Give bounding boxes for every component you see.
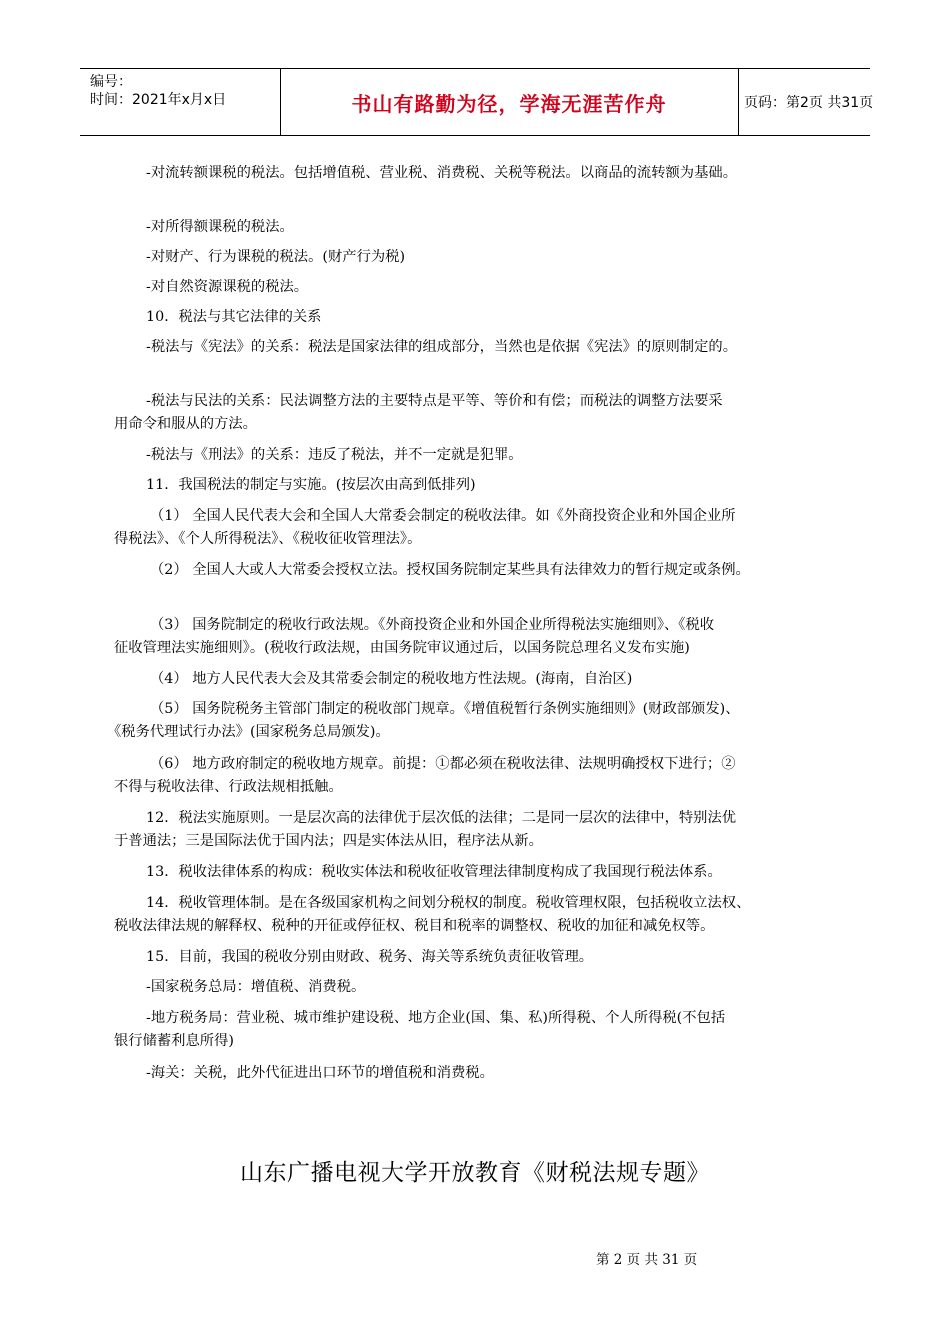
document-number-label: 编号： (90, 74, 132, 90)
list-item: （4） 地方人民代表大会及其常委会制定的税收地方性法规。(海南，自治区) (150, 671, 633, 687)
paragraph: -对自然资源课税的税法。 (146, 279, 309, 295)
paragraph: -海关：关税，此外代征进出口环节的增值税和消费税。 (146, 1065, 494, 1081)
document-date: 时间：2021年x月x日 (90, 92, 227, 108)
paragraph: -地方税务局：营业税、城市维护建设税、地方企业(国、集、私)所得税、个人所得税(不包括 (146, 1010, 726, 1026)
paragraph: -对财产、行为课税的税法。(财产行为税) (146, 249, 406, 265)
paragraph: -对流转额课税的税法。包括增值税、营业税、消费税、关税等税法。以商品的流转额为基础。 (146, 165, 737, 181)
list-item: （5） 国务院税务主管部门制定的税收部门规章。《增值税暂行条例实施细则》(财政部颁发)、 (150, 701, 740, 717)
paragraph: -对所得额课税的税法。 (146, 219, 294, 235)
header-table (80, 68, 874, 136)
paragraph: -国家税务总局：增值税、消费税。 (146, 979, 366, 995)
header-motto: 书山有路勤为径，学海无涯苦作舟 (351, 91, 667, 116)
paragraph-continuation: 用命令和服从的方法。 (114, 416, 257, 432)
section-heading: 10．税法与其它法律的关系 (146, 309, 322, 325)
list-item-continuation: 得税法》、《个人所得税法》、《税收征收管理法》。 (114, 531, 422, 547)
header-left-cell (80, 69, 281, 135)
paragraph: 12．税法实施原则。一是层次高的法律优于层次低的法律；二是同一层次的法律中，特别法优 (146, 810, 737, 826)
paragraph: -税法与《宪法》的关系：税法是国家法律的组成部分，当然也是依据《宪法》的原则制定的。 (146, 339, 737, 355)
list-item-continuation: 《税务代理试行办法》(国家税务总局颁发)。 (107, 724, 390, 740)
paragraph-continuation: 税收法律法规的解释权、税种的开征或停征权、税目和税率的调整权、税收的加征和减免权等。 (114, 918, 715, 934)
section-heading: 11．我国税法的制定与实施。(按层次由高到低排列) (146, 477, 476, 493)
header-page-info: 页码：第2页 共31页 (744, 95, 874, 111)
list-item: （3） 国务院制定的税收行政法规。《外商投资企业和外国企业所得税法实施细则》、《税收 (150, 617, 715, 633)
paragraph: -税法与民法的关系：民法调整方法的主要特点是平等、等价和有偿；而税法的调整方法要采 (146, 393, 723, 409)
paragraph: 13．税收法律体系的构成：税收实体法和税收征收管理法律制度构成了我国现行税法体系。 (146, 864, 722, 880)
header-page-cell (738, 69, 874, 135)
list-item-continuation: 征收管理法实施细则》。(税收行政法规，由国务院审议通过后，以国务院总理名义发布实施) (114, 640, 690, 656)
list-item: （6） 地方政府制定的税收地方规章。前提：①都必须在税收法律、法规明确授权下进行；② (150, 756, 736, 772)
paragraph-continuation: 于普通法；三是国际法优于国内法；四是实体法从旧，程序法从新。 (114, 833, 543, 849)
paragraph: 14．税收管理体制。是在各级国家机构之间划分税权的制度。税收管理权限，包括税收立法权、 (146, 895, 751, 911)
header-motto-cell (280, 69, 739, 135)
list-item-continuation: 不得与税收法律、行政法规相抵触。 (114, 779, 343, 795)
list-item: （2） 全国人大或人大常委会授权立法。授权国务院制定某些具有法律效力的暂行规定或条例。 (150, 562, 750, 578)
list-item: （1） 全国人民代表大会和全国人大常委会制定的税收法律。如《外商投资企业和外国企业所 (150, 508, 736, 524)
paragraph: 15．目前，我国的税收分别由财政、税务、海关等系统负责征收管理。 (146, 949, 594, 965)
footer-course-title: 山东广播电视大学开放教育《财税法规专题》 (240, 1160, 710, 1186)
footer-page-number: 第 2 页 共 31 页 (596, 1252, 698, 1268)
paragraph: -税法与《刑法》的关系：违反了税法，并不一定就是犯罪。 (146, 447, 523, 463)
paragraph-continuation: 银行储蓄利息所得) (114, 1033, 234, 1049)
